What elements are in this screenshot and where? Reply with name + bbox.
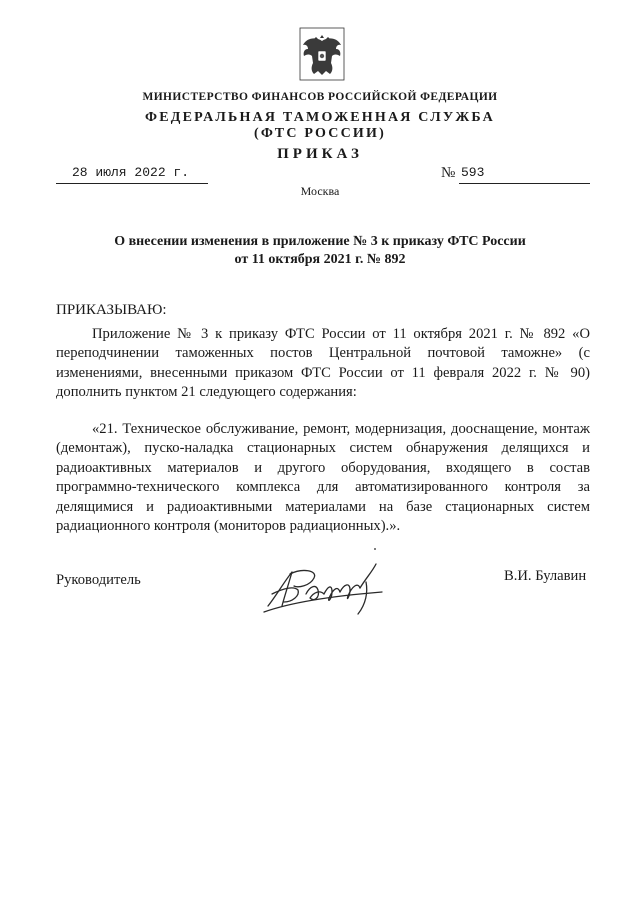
service-name: ФЕДЕРАЛЬНАЯ ТАМОЖЕННАЯ СЛУЖБА (145, 110, 495, 125)
date-field (56, 165, 208, 184)
city: Москва (300, 184, 340, 198)
document-type: ПРИКАЗ (277, 146, 363, 162)
order-date: 28 июля 2022 г. (72, 165, 190, 180)
amendment-paragraph: «21. Техническое обслуживание, ремонт, модернизация, дооснащение, монтаж (демонтаж), пуско-наладка стационарных систем обнаружения делящихся и радиоактивных материалов и другого оборудования, входящего в состав программно-технического комплекса для автоматизированного контроля за делящимися и радиоактивными материалами на базе стационарных систем радиационного контроля (мониторов радиационных).». (56, 421, 590, 535)
body-paragraph: Приложение № 3 к приказу ФТС России от 11 октября 2021 г. № 892 «О переподчинении таможенных постов Центральной почтовой таможне» (с изменениями, внесенными приказом ФТС России от 11 февраля 2022 г. № 90) дополнить пунктом 21 следующего содержания: (56, 326, 590, 401)
number-label: № (441, 165, 456, 181)
number-field (459, 165, 590, 184)
order-word: ПРИКАЗЫВАЮ: (56, 302, 167, 318)
signer-name: В.И. Булавин (504, 568, 587, 584)
ink-dot (374, 548, 376, 550)
ministry-name: МИНИСТЕРСТВО ФИНАНСОВ РОССИЙСКОЙ ФЕДЕРАЦИИ (142, 91, 498, 103)
handwritten-signature (262, 552, 390, 620)
signer-role: Руководитель (56, 572, 141, 588)
russian-coat-of-arms-icon (299, 27, 345, 81)
subject-line-1: О внесении изменения в приложение № 3 к приказу ФТС России (114, 234, 526, 249)
service-abbreviation: (ФТС РОССИИ) (254, 126, 386, 141)
subject-line-2: от 11 октября 2021 г. № 892 (234, 252, 406, 267)
order-number: 593 (461, 165, 485, 180)
